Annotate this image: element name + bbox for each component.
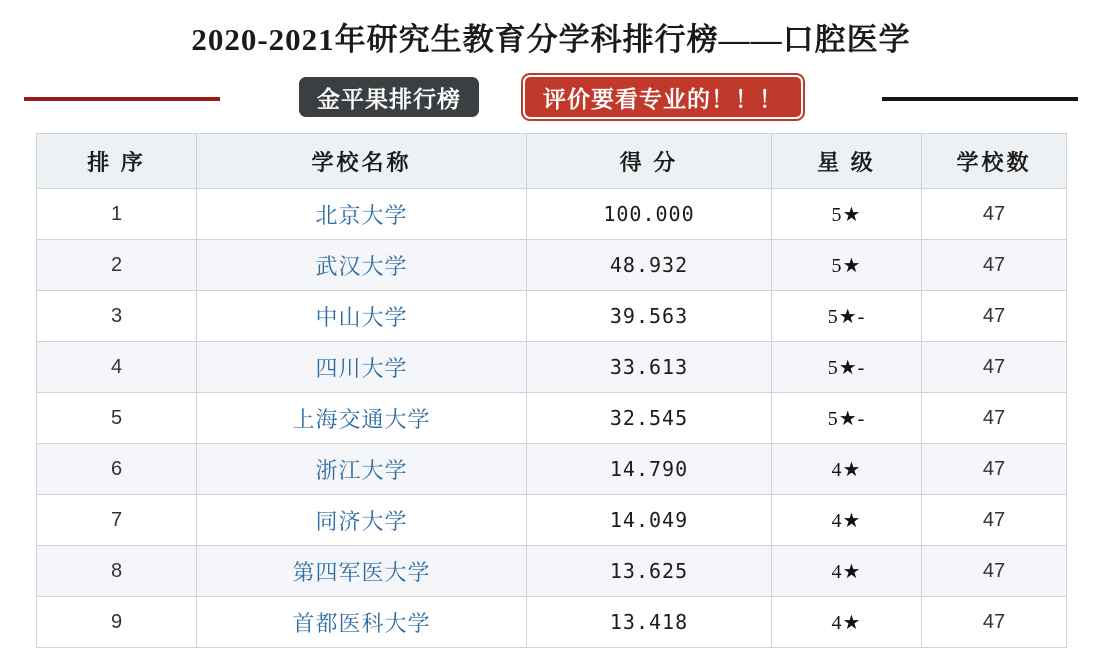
cell-rank: 8: [37, 546, 197, 597]
cell-rank: 7: [37, 495, 197, 546]
cell-star: 4★: [772, 495, 922, 546]
ranking-table-wrap: [36, 133, 1066, 648]
table-row: [37, 546, 1067, 597]
page-title: 2020-2021年研究生教育分学科排行榜——口腔医学: [191, 22, 911, 57]
table-row: [37, 444, 1067, 495]
cell-name[interactable]: 第四军医大学: [197, 546, 527, 597]
column-header-star: 星 级: [772, 134, 922, 189]
cell-star: 4★: [772, 444, 922, 495]
table-row: [37, 189, 1067, 240]
cell-score: 14.790: [527, 444, 772, 495]
cell-star: 5★: [772, 240, 922, 291]
slogan-badge: 评价要看专业的！！！: [523, 75, 803, 119]
cell-score: 32.545: [527, 393, 772, 444]
cell-star: 5★: [772, 189, 922, 240]
cell-name[interactable]: 武汉大学: [197, 240, 527, 291]
cell-name[interactable]: 浙江大学: [197, 444, 527, 495]
cell-score: 39.563: [527, 291, 772, 342]
cell-star: 5★-: [772, 393, 922, 444]
table-row: [37, 393, 1067, 444]
cell-score: 33.613: [527, 342, 772, 393]
cell-count: 47: [922, 240, 1067, 291]
cell-count: 47: [922, 546, 1067, 597]
table-row: [37, 240, 1067, 291]
cell-count: 47: [922, 495, 1067, 546]
cell-name[interactable]: 北京大学: [197, 189, 527, 240]
cell-score: 48.932: [527, 240, 772, 291]
cell-count: 47: [922, 393, 1067, 444]
ranking-table: [36, 133, 1067, 648]
column-header-score: 得 分: [527, 134, 772, 189]
cell-score: 14.049: [527, 495, 772, 546]
cell-name[interactable]: 同济大学: [197, 495, 527, 546]
cell-name[interactable]: 首都医科大学: [197, 597, 527, 648]
column-header-count: 学校数: [922, 134, 1067, 189]
table-row: [37, 597, 1067, 648]
cell-score: 100.000: [527, 189, 772, 240]
cell-count: 47: [922, 444, 1067, 495]
badge-row: [0, 71, 1102, 123]
cell-name[interactable]: 四川大学: [197, 342, 527, 393]
table-header-row: [37, 134, 1067, 189]
cell-star: 5★-: [772, 291, 922, 342]
cell-name[interactable]: 上海交通大学: [197, 393, 527, 444]
cell-count: 47: [922, 291, 1067, 342]
column-header-name: 学校名称: [197, 134, 527, 189]
cell-rank: 9: [37, 597, 197, 648]
cell-name[interactable]: 中山大学: [197, 291, 527, 342]
cell-count: 47: [922, 189, 1067, 240]
column-header-rank: 排 序: [37, 134, 197, 189]
table-row: [37, 495, 1067, 546]
table-head: [37, 134, 1067, 189]
cell-rank: 6: [37, 444, 197, 495]
cell-rank: 1: [37, 189, 197, 240]
cell-star: 4★: [772, 546, 922, 597]
cell-rank: 5: [37, 393, 197, 444]
table-row: [37, 291, 1067, 342]
table-row: [37, 342, 1067, 393]
cell-count: 47: [922, 342, 1067, 393]
brand-badge: 金平果排行榜: [299, 77, 479, 117]
table-body: [37, 189, 1067, 648]
decorative-rule-left: [24, 97, 220, 101]
cell-rank: 4: [37, 342, 197, 393]
cell-star: 5★-: [772, 342, 922, 393]
decorative-rule-right: [882, 97, 1078, 101]
cell-rank: 3: [37, 291, 197, 342]
cell-score: 13.418: [527, 597, 772, 648]
cell-score: 13.625: [527, 546, 772, 597]
cell-rank: 2: [37, 240, 197, 291]
cell-count: 47: [922, 597, 1067, 648]
cell-star: 4★: [772, 597, 922, 648]
